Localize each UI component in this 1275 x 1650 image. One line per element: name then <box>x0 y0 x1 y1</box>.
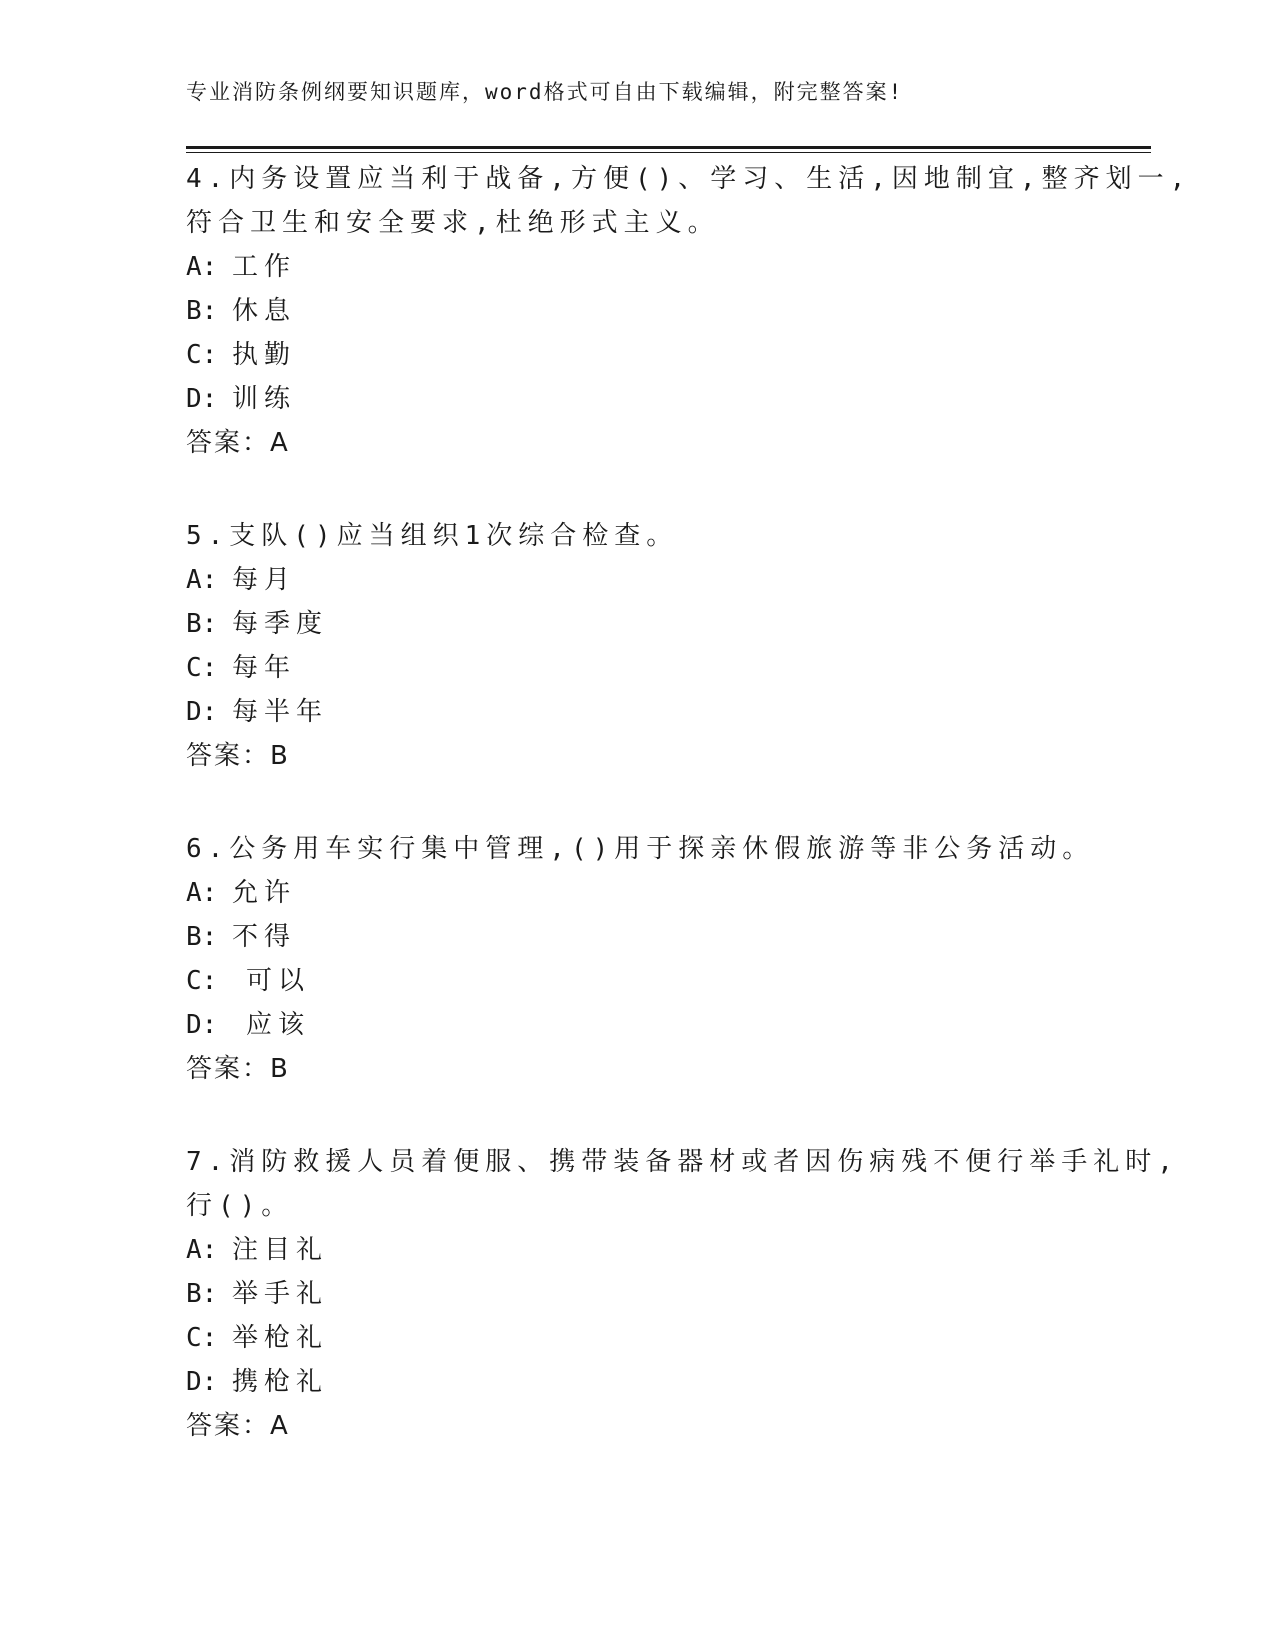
question-4-stem-line-2: 符合卫生和安全要求,杜绝形式主义。 <box>186 208 720 238</box>
option-letter: C: <box>186 653 218 683</box>
question-6-option-d <box>186 1009 310 1041</box>
option-text: 不得 <box>232 922 297 952</box>
option-text: 执勤 <box>232 340 297 370</box>
document-header: 专业消防条例纲要知识题库，word格式可自由下载编辑，附完整答案! <box>186 80 904 104</box>
option-letter: C: <box>186 1323 218 1353</box>
option-text: 工作 <box>232 252 297 282</box>
question-4-option-b <box>186 295 296 327</box>
option-text: 允许 <box>232 878 297 908</box>
question-4-stem-line-1: 4.内务设置应当利于战备,方便()、学习、生活,因地制宜,整齐划一, <box>186 164 1192 194</box>
option-text: 每年 <box>232 653 297 683</box>
question-6-stem-line-1: 6.公务用车实行集中管理,()用于探亲休假旅游等非公务活动。 <box>186 834 1095 864</box>
option-text: 每月 <box>232 565 297 595</box>
question-5-option-a <box>186 564 296 596</box>
option-letter: B: <box>186 1279 218 1309</box>
option-letter: B: <box>186 296 218 326</box>
option-text: 举枪礼 <box>232 1323 329 1353</box>
question-7-stem-line-2: 行()。 <box>186 1191 294 1221</box>
question-7-option-b <box>186 1278 328 1310</box>
option-text: 休息 <box>232 296 297 326</box>
option-letter: D: <box>186 1010 218 1040</box>
option-letter: A: <box>186 1235 218 1265</box>
option-letter: A: <box>186 878 218 908</box>
option-text: 每季度 <box>232 609 329 639</box>
question-6-option-b <box>186 921 296 953</box>
question-5-option-c <box>186 652 296 684</box>
option-letter: A: <box>186 565 218 595</box>
option-letter: A: <box>186 252 218 282</box>
option-letter: C: <box>186 966 218 996</box>
option-text: 携枪礼 <box>232 1367 329 1397</box>
option-letter: D: <box>186 1367 218 1397</box>
question-7-option-c <box>186 1322 328 1354</box>
option-text: 每半年 <box>232 697 329 727</box>
option-text: 注目礼 <box>232 1235 329 1265</box>
header-rule-thick <box>186 146 1151 149</box>
question-5-answer: 答案：B <box>186 741 290 771</box>
question-7-answer: 答案：A <box>186 1411 290 1441</box>
question-7-stem-line-1: 7.消防救援人员着便服、携带装备器材或者因伤病残不便行举手礼时, <box>186 1147 1179 1177</box>
question-5-option-b <box>186 608 328 640</box>
question-7-option-d <box>186 1366 328 1398</box>
question-4-answer: 答案：A <box>186 428 290 458</box>
question-7-option-a <box>186 1234 328 1266</box>
option-text: 应该 <box>246 1010 311 1040</box>
option-text: 举手礼 <box>232 1279 329 1309</box>
question-6-answer: 答案：B <box>186 1054 290 1084</box>
option-letter: B: <box>186 609 218 639</box>
header-rule-thin <box>186 152 1151 153</box>
option-letter: D: <box>186 384 218 414</box>
option-text: 训练 <box>232 384 297 414</box>
question-5-stem-line-1: 5.支队()应当组织1次综合检查。 <box>186 521 679 551</box>
question-4-option-d <box>186 383 296 415</box>
option-letter: D: <box>186 697 218 727</box>
question-6-option-a <box>186 877 296 909</box>
option-text: 可以 <box>246 966 311 996</box>
question-6-option-c <box>186 965 310 997</box>
option-letter: B: <box>186 922 218 952</box>
question-5-option-d <box>186 696 328 728</box>
question-4-option-c <box>186 339 296 371</box>
question-4-option-a <box>186 251 296 283</box>
option-letter: C: <box>186 340 218 370</box>
